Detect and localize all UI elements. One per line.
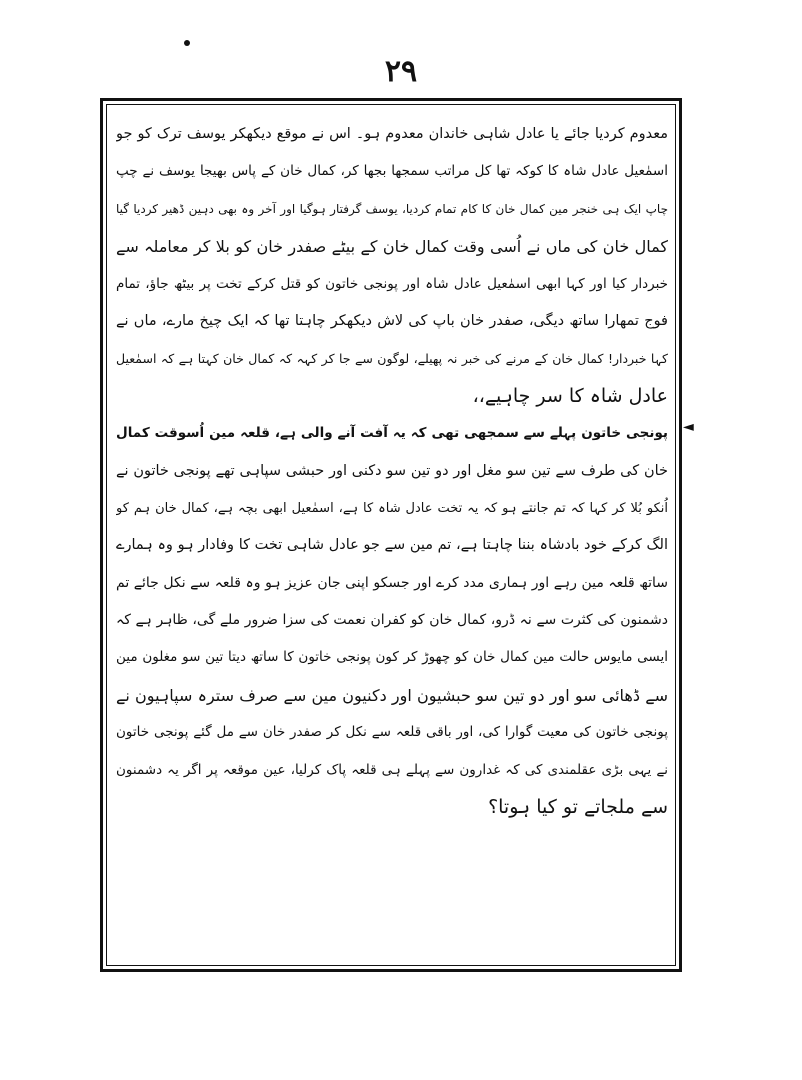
- text-line: خان کی طرف سے تین سو مغل اور دو تین سو دکنی اور حبشی سپاہی تھے پونجی خاتون نے: [116, 462, 668, 479]
- text-line: اسمٰعیل عادل شاہ کا کوکہ تھا کل مراتب سمجھا بجھا کر، کمال خان کے پاس بھیجا یوسف نے چپ: [116, 163, 668, 180]
- text-line: اُنکو بُلا کر کہا کہ تم جانتے ہو کہ یہ تخت عادل شاہ کا ہے، اسمٰعیل ابھی بچہ ہے، کمال خان ہم کو: [116, 500, 668, 516]
- text-line: ساتھ قلعہ مین رہے اور ہماری مدد کرے اور جسکو اپنی جان عزیز ہو وہ قلعہ سے نکل جائے تم: [116, 574, 668, 591]
- text-line: سے ڈھائی سو اور دو تین سو حبشیون اور دکنیون مین سے صرف سترہ سپاہیون نے: [116, 685, 668, 705]
- text-line: پونجی خاتون کی معیت گوارا کی، اور باقی قلعہ سے نکل کر صفدر خان سے مل گئے پونجی خاتون: [116, 724, 668, 741]
- text-line: نے یہی بڑی عقلمندی کی کہ غدارون سے پہلے ہی قلعہ پاک کرلیا، عین موقعہ پر اگر یہ دشمنون: [116, 761, 668, 778]
- text-line: فوج تمھارا ساتھ دیگی، صفدر خان باپ کی لاش دیکھکر چاہتا تھا کہ ایک چیخ مارے، ماں نے: [116, 312, 668, 329]
- text-line: پونجی خاتون پہلے سے سمجھی تھی کہ یہ آفت آنے والی ہے، قلعہ مین اُسوقت کمال: [116, 425, 668, 442]
- page-number: ۲۹: [384, 54, 418, 89]
- text-line: ایسی مایوس حالت مین کمال خان کو چھوڑ کر کون پونجی خاتون کا ساتھ دیتا تین سو مغلون مین: [116, 649, 668, 666]
- margin-arrow-mark: ◄: [683, 419, 694, 435]
- text-line: کہا خبردار! کمال خان کے مرنے کی خبر نہ پھیلے، لوگون سے جا کر کہہ کہ کمال خان کہتا ہے کہ اسمٰعیل: [116, 351, 668, 367]
- text-line: عادل شاہ کا سر چاہیے،،: [472, 384, 668, 407]
- text-line: معدوم کردیا جائے یا عادل شاہی خاندان معدوم ہو۔ اس نے موقع دیکھکر یوسف ترک کو جو: [116, 126, 668, 142]
- text-line: خبردار کیا اور کہا ابھی اسمٰعیل عادل شاہ اور پونجی خاتون کو قتل کرکے تخت پر بیٹھ جاؤ، تمام: [116, 275, 668, 292]
- text-line: دشمنون کی کثرت سے نہ ڈرو، کمال خان کو کفران نعمت کی سزا ضرور ملے گی، ظاہر ہے کہ: [116, 612, 668, 629]
- text-line: الگ کرکے خود بادشاہ بننا چاہتا ہے، تم مین سے جو عادل شاہی تخت کا وفادار ہو وہ ہمارے: [116, 537, 668, 554]
- text-line: کمال خان کی ماں نے اُسی وقت کمال خان کے بیٹے صفدر خان کو بلا کر معاملہ سے: [116, 237, 668, 257]
- ink-spot: [184, 40, 190, 46]
- text-line: چاپ ایک ہی خنجر مین کمال خان کا کام تمام کردیا، یوسف گرفتار ہوگیا اور آخر وہ بھی دہین ڈھیر کردیا گیا: [116, 201, 668, 216]
- body-text: [116, 116, 668, 961]
- text-line: سے ملجاتے تو کیا ہوتا؟: [488, 796, 668, 819]
